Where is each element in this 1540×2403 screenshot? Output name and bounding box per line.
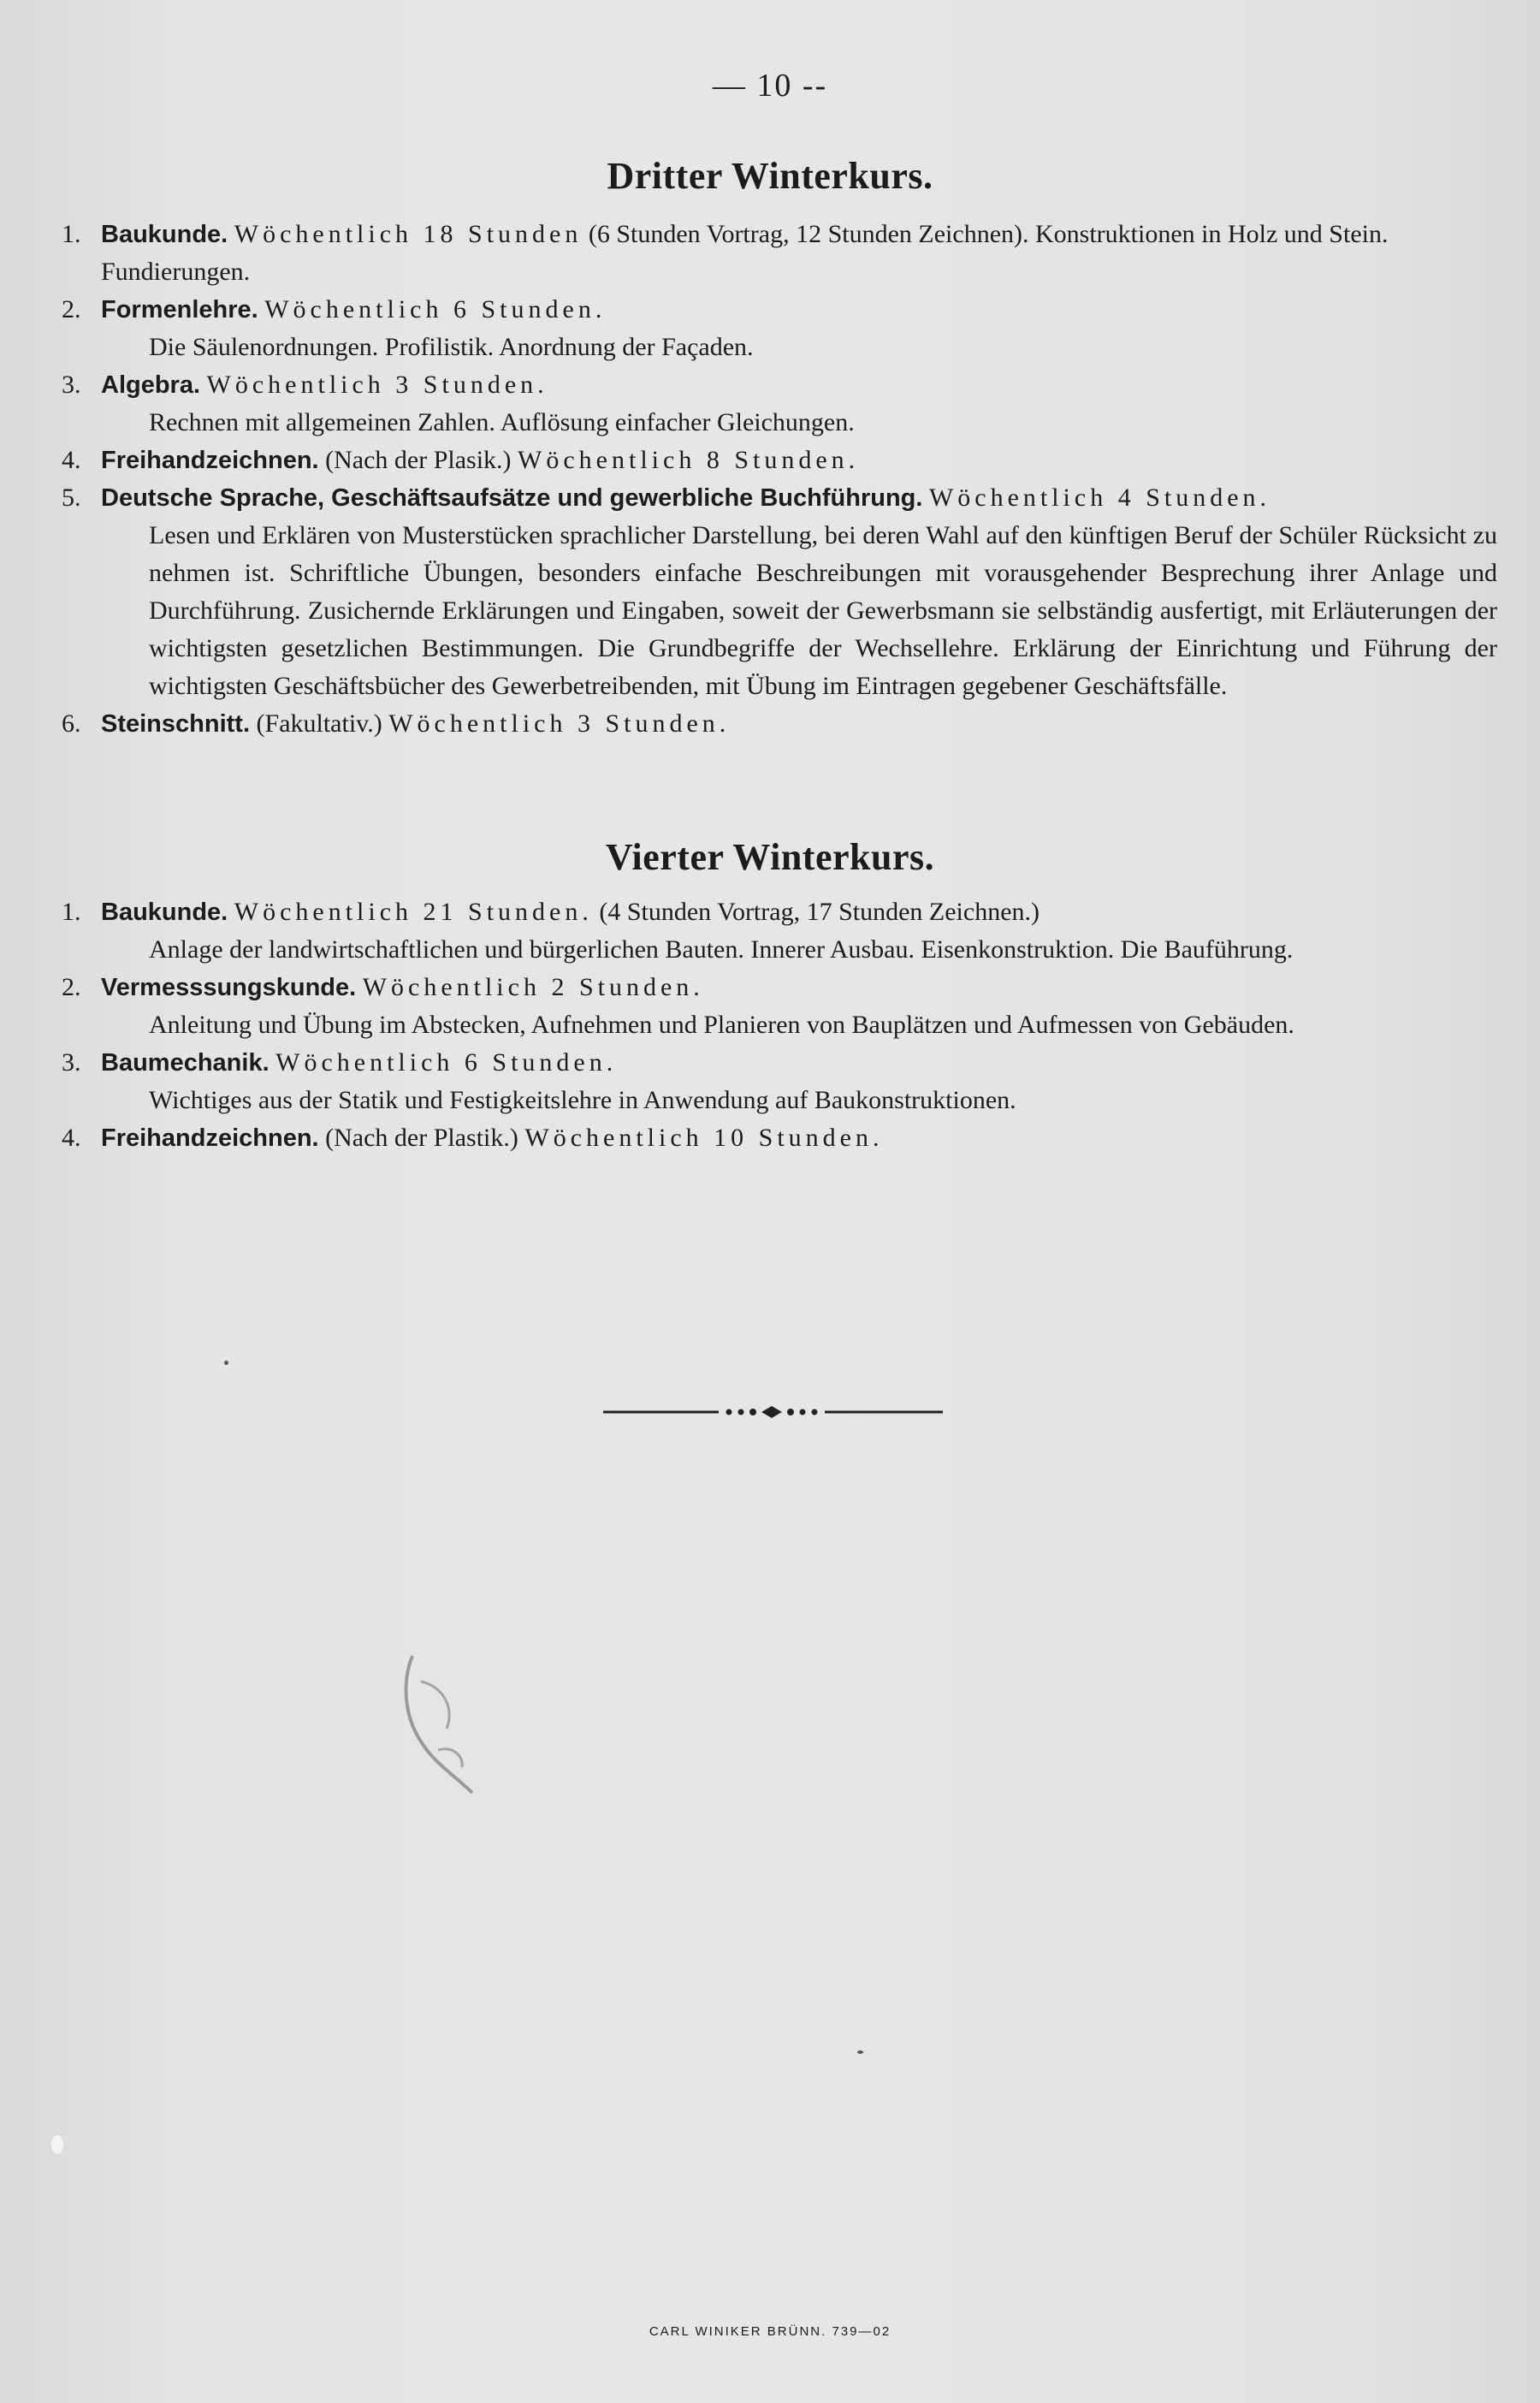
- item-number: 1.: [62, 898, 81, 926]
- page-number: — 10 --: [712, 68, 828, 104]
- item-subject: Baumechanik.: [101, 1049, 270, 1077]
- item-number: 1.: [62, 220, 81, 248]
- course-item: [62, 969, 1497, 1044]
- course-item: [62, 1119, 1497, 1157]
- item-hours: Wöchentlich 4 Stunden.: [928, 484, 1271, 512]
- item-description: Anleitung und Übung im Abstecken, Aufnehmen und Planieren von Bauplätzen und Aufmessen von Gebäuden.: [149, 1011, 1294, 1039]
- course-item: [62, 479, 1497, 705]
- item-number: 2.: [62, 973, 81, 1001]
- course-item: [62, 291, 1497, 366]
- item-number: 5.: [62, 484, 81, 512]
- item-number: 4.: [62, 446, 81, 474]
- item-hours: Wöchentlich 2 Stunden.: [362, 973, 704, 1001]
- item-hours: Wöchentlich 8 Stunden.: [518, 446, 860, 474]
- course-item: [62, 893, 1497, 969]
- item-hours: Wöchentlich 6 Stunden.: [264, 295, 607, 323]
- item-number: 3.: [62, 371, 81, 399]
- item-description: Wichtiges aus der Statik und Festigkeitslehre in Anwendung auf Baukonstruktionen.: [149, 1086, 1016, 1114]
- item-note: (Nach der Plasik.): [325, 446, 512, 474]
- item-subject: Freihandzeichnen.: [101, 1124, 319, 1152]
- item-subject: Baukunde.: [101, 221, 228, 248]
- section-title-dritter: Dritter Winterkurs.: [607, 155, 933, 197]
- item-number: 6.: [62, 709, 81, 738]
- course-item: [62, 705, 1497, 743]
- item-note: (Nach der Plastik.): [325, 1124, 518, 1152]
- item-description: Anlage der landwirtschaftlichen und bürgerlichen Bauten. Innerer Ausbau. Eisenkonstruktion. Die Bauführung.: [149, 935, 1294, 964]
- course-item: [62, 366, 1497, 442]
- item-subject: Formenlehre.: [101, 296, 258, 323]
- section-dritter-winterkurs: [62, 216, 1497, 743]
- item-number: 2.: [62, 295, 81, 323]
- item-hours: Wöchentlich 3 Stunden.: [388, 709, 731, 738]
- item-hours: Wöchentlich 21 Stunden.: [234, 898, 593, 926]
- item-subject: Freihandzeichnen.: [101, 447, 319, 474]
- item-detail: (4 Stunden Vortrag, 17 Stunden Zeichnen.): [599, 898, 1040, 926]
- section-vierter-winterkurs: [62, 893, 1497, 1157]
- item-hours: Wöchentlich 6 Stunden.: [275, 1048, 618, 1077]
- paper-speck: [224, 1361, 228, 1365]
- item-subject: Vermesssungskunde.: [101, 974, 357, 1001]
- item-subject: Steinschnitt.: [101, 710, 251, 738]
- course-item: [62, 442, 1497, 479]
- item-hours: Wöchentlich 10 Stunden.: [524, 1124, 884, 1152]
- course-item: [62, 216, 1497, 291]
- printer-imprint: CARL WINIKER BRÜNN. 739—02: [649, 2324, 891, 2339]
- item-number: 4.: [62, 1124, 81, 1152]
- item-detail: (6 Stunden Vortrag, 12 Stunden Zeichnen). Konstruktionen in Holz und Stein. Fundierungen.: [101, 220, 1389, 286]
- paper-speck: [857, 2050, 863, 2054]
- item-subject: Baukunde.: [101, 899, 228, 926]
- item-hours: Wöchentlich 18 Stunden: [234, 220, 583, 248]
- item-number: 3.: [62, 1048, 81, 1077]
- course-item: [62, 1044, 1497, 1119]
- item-hours: Wöchentlich 3 Stunden.: [206, 371, 548, 399]
- item-description: Lesen und Erklären von Musterstücken sprachlicher Darstellung, bei deren Wahl auf den künftigen Beruf der Schüler Rücksicht zu nehmen ist. Schriftliche Übungen, besonders einfache Beschreibungen mit vorausgehender Besprechung ihrer Anlage und Durchführung. Zusichernde Erklärungen und Eingaben, soweit der Gewerbsmann sie selbständig ausfertigt, mit Erläuterungen der wichtigsten gesetzlichen Bestimmungen. Die Grundbegriffe der Wechsellehre. Erklärung der Einrichtung und Führung der wichtigsten Geschäftsbücher des Gewerbetreibenden, mit Übung im Eintragen gegebener Geschäftsfälle.: [149, 521, 1497, 700]
- item-note: (Fakultativ.): [256, 709, 382, 738]
- item-description: Die Säulenordnungen. Profilistik. Anordnung der Façaden.: [149, 333, 754, 361]
- ornament-divider: [0, 1395, 1540, 1429]
- item-subject: Deutsche Sprache, Geschäftsaufsätze und gewerbliche Buchführung.: [101, 484, 923, 512]
- pencil-mark-icon: [395, 1647, 489, 1801]
- item-description: Rechnen mit allgemeinen Zahlen. Auflösung einfacher Gleichungen.: [149, 408, 855, 436]
- section-title-vierter: Vierter Winterkurs.: [605, 836, 935, 878]
- paper-speck: [51, 2135, 63, 2154]
- item-subject: Algebra.: [101, 371, 201, 399]
